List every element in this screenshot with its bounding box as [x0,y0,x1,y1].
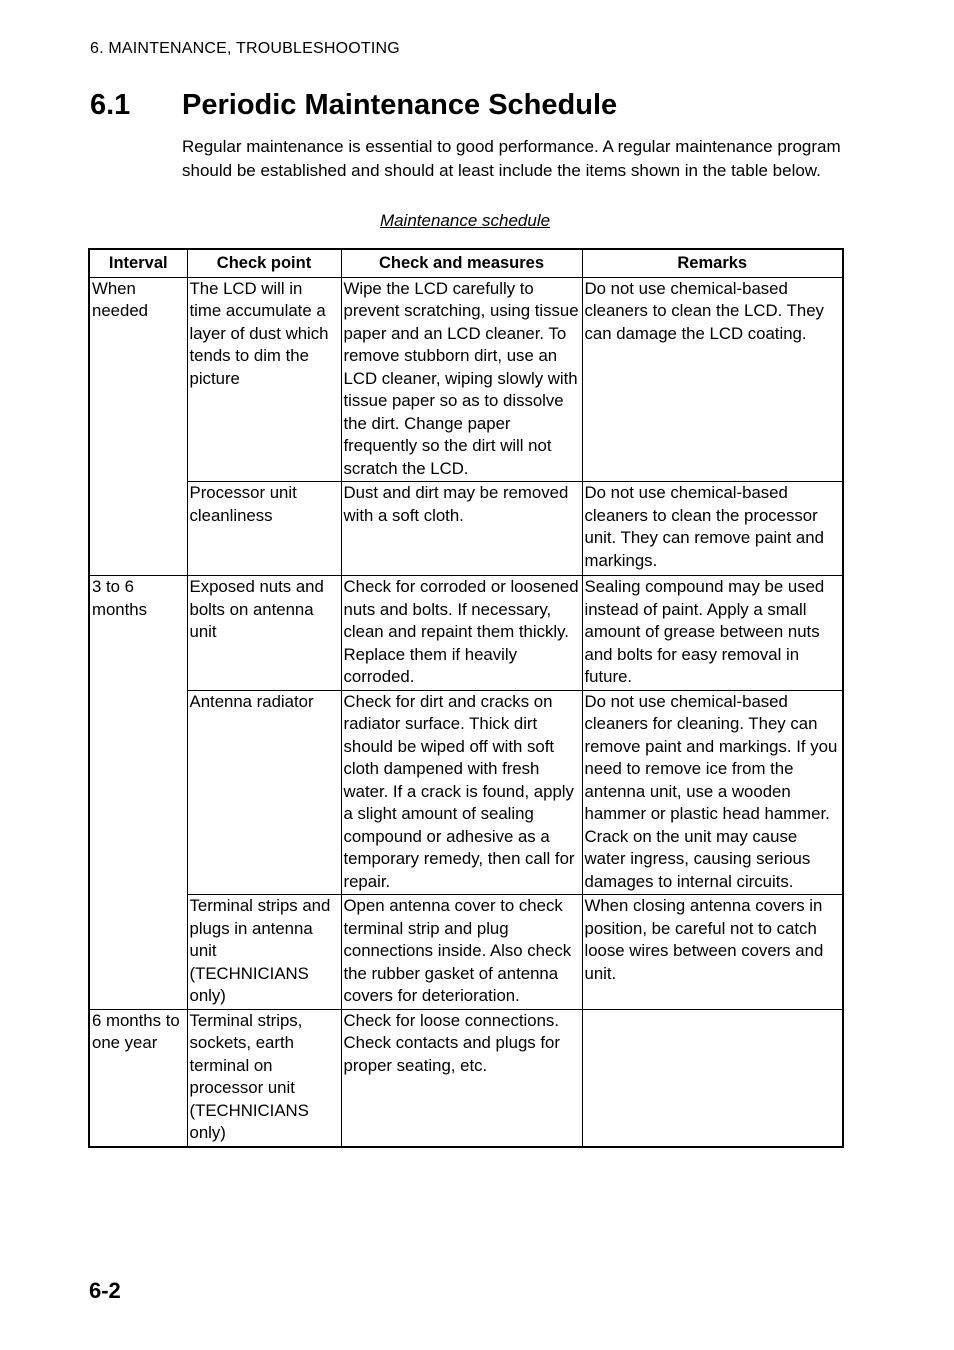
technicians-only-note: (TECHNICIANS only) [189,1100,309,1142]
table-header-row [89,249,843,277]
table-row [89,895,843,1010]
column-header-check-point: Check point [187,249,341,277]
column-header-check-and-measures: Check and measures [341,249,582,277]
table-row [89,482,843,576]
check-point-cell [187,895,341,1010]
check-point-text: Terminal strips, sockets, earth terminal on processor unit [189,1010,303,1097]
check-point-cell: Exposed nuts and bolts on antenna unit [187,576,341,691]
remarks-cell: Do not use chemical-based cleaners to clean the LCD. They can damage the LCD coating. [582,277,843,482]
check-point-cell [187,1009,341,1147]
maintenance-schedule-table [88,248,844,1148]
remarks-cell [582,1009,843,1147]
measures-cell: Check for dirt and cracks on radiator surface. Thick dirt should be wiped off with soft cloth dampened with fresh water. If a crack is found, apply a slight amount of sealing compound or adhesive as a temporary remedy, then call for repair. [341,690,582,895]
interval-cell: 3 to 6 months [89,576,187,1010]
section-title-text: Periodic Maintenance Schedule [182,89,618,121]
measures-cell: Wipe the LCD carefully to prevent scratching, using tissue paper and an LCD cleaner. To remove stubborn dirt, use an LCD cleaner, wiping slowly with tissue paper so as to dissolve the dirt. Change paper frequently so the dirt will not scratch the LCD. [341,277,582,482]
check-point-cell: Processor unit cleanliness [187,482,341,576]
remarks-cell: Do not use chemical-based cleaners for cleaning. They can remove paint and markings. If you need to remove ice from the antenna unit, use a wooden hammer or plastic head hammer. Crack on the unit may cause water ingress, causing serious damages to internal circuits. [582,690,843,895]
check-point-text: Terminal strips and plugs in antenna unit [189,896,331,960]
remarks-cell: Do not use chemical-based cleaners to clean the processor unit. They can remove paint and markings. [582,482,843,576]
intro-paragraph: Regular maintenance is essential to good performance. A regular maintenance program should be established and should at least include the items shown in the table below. [182,137,841,180]
section-number: 6.1 [90,89,131,121]
technicians-only-note: (TECHNICIANS only) [189,963,309,1005]
measures-cell: Open antenna cover to check terminal strip and plug connections inside. Also check the rubber gasket of antenna covers for deterioration. [341,895,582,1010]
measures-cell: Check for corroded or loosened nuts and bolts. If necessary, clean and repaint them thickly. Replace them if heavily corroded. [341,576,582,691]
remarks-cell: When closing antenna covers in position, be careful not to catch loose wires between covers and unit. [582,895,843,1010]
measures-cell: Check for loose connections. Check contacts and plugs for proper seating, etc. [341,1009,582,1147]
table-caption: Maintenance schedule [379,211,551,230]
table-row [89,690,843,895]
table-row [89,576,843,691]
running-header: 6. MAINTENANCE, TROUBLESHOOTING [90,40,400,57]
table-row [89,1009,843,1147]
interval-cell: When needed [89,277,187,576]
column-header-remarks: Remarks [582,249,843,277]
table-row [89,277,843,482]
interval-cell: 6 months to one year [89,1009,187,1147]
check-point-cell: Antenna radiator [187,690,341,895]
check-point-cell: The LCD will in time accumulate a layer of dust which tends to dim the picture [187,277,341,482]
page-number: 6-2 [89,1278,121,1303]
column-header-interval: Interval [89,249,187,277]
remarks-cell: Sealing compound may be used instead of paint. Apply a small amount of grease between nuts and bolts for easy removal in future. [582,576,843,691]
measures-cell: Dust and dirt may be removed with a soft cloth. [341,482,582,576]
section-title [90,89,617,122]
